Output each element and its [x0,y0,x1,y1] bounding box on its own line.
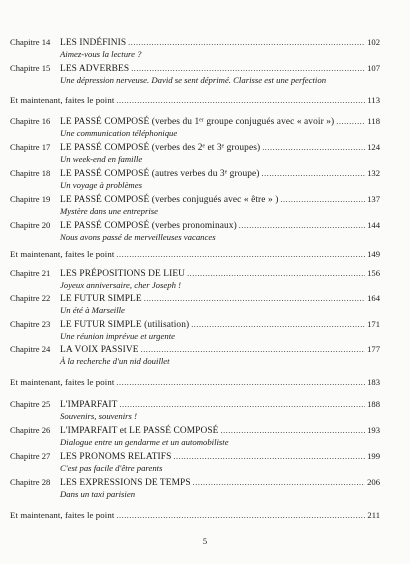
toc-chapter-entry [10,37,380,59]
toc-chapter-entry [10,63,380,85]
entry-page-number: 132 [367,168,380,178]
chapter-label: Chapitre 15 [10,63,51,73]
toc-row [10,249,380,260]
entry-page-number: 124 [367,142,380,152]
chapter-label: Chapitre 18 [10,168,51,178]
toc-row [10,116,380,128]
dot-leader [144,293,365,304]
review-title: Et maintenant, faites le point [10,510,115,520]
dot-leader [191,319,365,330]
dot-leader [193,477,365,488]
review-title: Et maintenant, faites le point [10,249,115,259]
chapter-label: Chapitre 17 [10,142,51,152]
entry-page-number: 149 [367,249,380,259]
chapter-label: Chapitre 26 [10,425,51,435]
toc-chapter-entry [10,399,380,421]
review-title: Et maintenant, faites le point [10,95,115,105]
toc-row [10,220,380,232]
chapter-title: L'IMPARFAIT [60,400,118,410]
chapter-title: LE PASSÉ COMPOSÉ (verbes conjugués avec « être » ) [60,195,279,205]
chapter-subtitle: Aimez-vous la lecture ? [60,49,142,59]
toc-review-entry [10,377,380,388]
chapter-title: LE PASSÉ COMPOSÉ (verbes des 2ᵉ et 3ᵉ groupes) [60,143,261,153]
page-number: 5 [202,536,208,546]
chapter-subtitle: C'est pas facile d'être parents [60,463,163,473]
dot-leader [220,425,365,436]
toc-row [10,344,380,356]
toc-chapter-entry [10,220,380,242]
chapter-label: Chapitre 28 [10,477,51,487]
toc-chapter-entry [10,293,380,315]
chapter-title: LES PRONOMS RELATIFS [60,452,172,462]
toc-row [10,510,380,521]
entry-page-number: 171 [367,319,380,329]
entry-page-number: 118 [367,116,380,126]
toc-chapter-entry [10,268,380,290]
dot-leader [239,220,365,231]
dot-leader [116,95,365,106]
review-title: Et maintenant, faites le point [10,377,115,387]
entry-page-number: 188 [367,399,380,409]
toc-review-entry [10,249,380,260]
chapter-label: Chapitre 14 [10,37,51,47]
toc-chapter-entry [10,477,380,499]
entry-page-number: 177 [367,344,380,354]
entry-page-number: 211 [367,510,380,520]
chapter-subtitle: Une communication téléphonique [60,128,178,138]
entry-page-number: 113 [367,95,380,105]
entry-page-number: 137 [367,194,380,204]
chapter-title: LE PASSÉ COMPOSÉ (verbes du 1ᵉʳ groupe conjugués avec « avoir ») [60,117,335,127]
entry-page-number: 144 [367,220,380,230]
toc-row [10,451,380,463]
dot-leader [262,142,365,153]
chapter-label: Chapitre 24 [10,344,51,354]
toc-row [10,268,380,280]
chapter-subtitle: Dialogue entre un gendarme et un automobiliste [60,437,229,447]
entry-page-number: 206 [367,477,380,487]
dot-leader [116,510,365,521]
toc-chapter-entry [10,425,380,447]
chapter-label: Chapitre 20 [10,220,51,230]
dot-leader [131,63,365,74]
entry-page-number: 164 [367,293,380,303]
toc-row [10,142,380,154]
toc-row [10,425,380,437]
chapter-subtitle: Une réunion imprévue et urgente [60,331,175,341]
chapter-subtitle: Mystère dans une entreprise [60,206,159,216]
entry-page-number: 183 [367,377,380,387]
chapter-title: L'IMPARFAIT et LE PASSÉ COMPOSÉ [60,426,219,436]
toc-chapter-entry [10,319,380,341]
chapter-title: LE PASSÉ COMPOSÉ (autres verbes du 3ᵉ groupe) [60,169,260,179]
chapter-subtitle: Souvenirs, souvenirs ! [60,411,137,421]
dot-leader [336,116,365,127]
toc-row [10,168,380,180]
dot-leader [187,268,365,279]
chapter-label: Chapitre 23 [10,319,51,329]
chapter-label: Chapitre 19 [10,194,51,204]
dot-leader [120,399,366,410]
toc-chapter-entry [10,142,380,164]
toc-row [10,95,380,106]
toc-row [10,399,380,411]
chapter-title: LES PRÉPOSITIONS DE LIEU [60,269,186,279]
chapter-subtitle: Un voyage à problèmes [60,180,142,190]
chapter-subtitle: Nous avons passé de merveilleuses vacances [60,232,216,242]
chapter-subtitle: Un week-end en famille [60,154,143,164]
chapter-title: LE PASSÉ COMPOSÉ (verbes pronominaux) [60,221,237,231]
chapter-subtitle: Un été à Marseille [60,305,125,315]
toc-row [10,319,380,331]
toc-chapter-entry [10,168,380,190]
toc-chapter-entry [10,344,380,366]
entry-page-number: 193 [367,425,380,435]
dot-leader [173,451,365,462]
chapter-label: Chapitre 21 [10,268,51,278]
dot-leader [116,377,365,388]
toc-chapter-entry [10,451,380,473]
chapter-title: LE FUTUR SIMPLE [60,294,142,304]
dot-leader [262,168,366,179]
chapter-label: Chapitre 25 [10,399,51,409]
toc-chapter-entry [10,194,380,216]
toc-row [10,293,380,305]
chapter-title: LES INDÉFINIS [60,38,127,48]
chapter-title: LE FUTUR SIMPLE (utilisation) [60,320,190,330]
toc-row [10,377,380,388]
toc-review-entry [10,510,380,521]
dot-leader [128,37,365,48]
chapter-title: LES EXPRESSIONS DE TEMPS [60,478,191,488]
dot-leader [280,194,365,205]
entry-page-number: 102 [367,37,380,47]
dot-leader [116,249,365,260]
chapter-label: Chapitre 22 [10,293,51,303]
toc-review-entry [10,95,380,106]
toc-row [10,194,380,206]
toc-chapter-entry [10,116,380,138]
toc-row [10,37,380,49]
chapter-label: Chapitre 16 [10,116,51,126]
entry-page-number: 107 [367,63,380,73]
chapter-subtitle: Joyeux anniversaire, cher Joseph ! [60,280,182,290]
chapter-subtitle: Une dépression nerveuse. David se sent déprimé. Clarisse est une perfection [60,75,327,85]
chapter-subtitle: À la recherche d'un nid douillet [60,356,170,366]
entry-page-number: 156 [367,268,380,278]
chapter-subtitle: Dans un taxi parisien [60,489,136,499]
dot-leader [141,344,366,355]
chapter-title: LES ADVERBES [60,64,130,74]
chapter-title: LA VOIX PASSIVE [60,345,139,355]
toc-row [10,477,380,489]
entry-page-number: 199 [367,451,380,461]
chapter-label: Chapitre 27 [10,451,51,461]
toc-row [10,63,380,75]
